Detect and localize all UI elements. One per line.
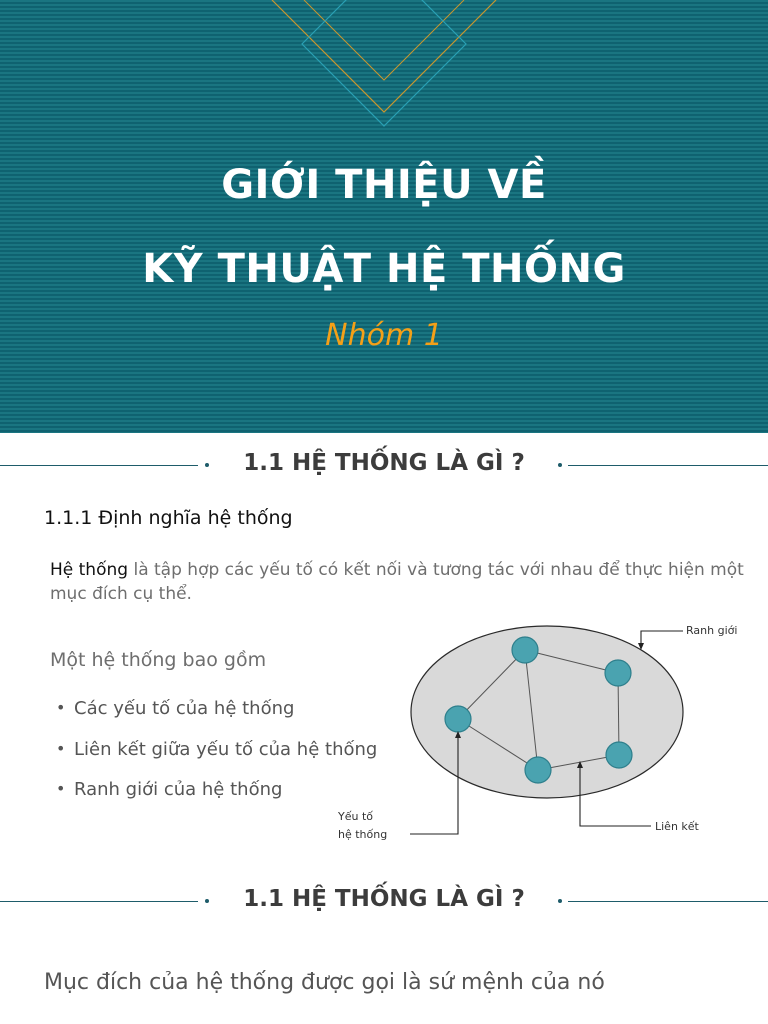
element-node [605, 660, 631, 686]
definition-text: là tập hợp các yếu tố có kết nối và tương tác với nhau để thực hiện một mục đích cụ thể. [50, 560, 744, 604]
gold-chevron-line [272, 0, 496, 112]
section-title: 1.1 HỆ THỐNG LÀ GÌ ? [243, 450, 525, 476]
teal-diamond-outline [302, 0, 466, 126]
list-item-text: Các yếu tố của hệ thống [74, 698, 295, 719]
boundary-callout-line [641, 631, 683, 646]
definition-term: Hệ thống [50, 560, 129, 580]
diamond-decoration [0, 0, 768, 433]
gold-inner-chevron-line [304, 0, 464, 80]
element-label-line2: hệ thống [338, 828, 388, 841]
group-subtitle: Nhóm 1 [325, 318, 443, 353]
bullet-icon: • [56, 779, 66, 798]
link-label: Liên kết [655, 820, 699, 833]
section-header-2 [0, 881, 768, 921]
element-node [512, 637, 538, 663]
list-item-text: Liên kết giữa yếu tố của hệ thống [74, 738, 378, 760]
element-node [606, 742, 632, 768]
section-title: 1.1 HỆ THỐNG LÀ GÌ ? [243, 886, 525, 912]
title-line-1: GIỚI THIỆU VỀ [221, 162, 547, 208]
purpose-text: Mục đích của hệ thống được gọi là sứ mệnh của nó [44, 970, 605, 995]
system-diagram [330, 615, 768, 850]
section-header-1 [0, 445, 768, 485]
list-item-text: Ranh giới của hệ thống [74, 779, 283, 800]
boundary-label: Ranh giới [686, 624, 738, 637]
includes-label: Một hệ thống bao gồm [50, 649, 267, 671]
definition-paragraph [50, 558, 750, 606]
bullet-icon: • [56, 698, 66, 717]
title-slide [0, 0, 768, 433]
element-label-line1: Yếu tố [338, 810, 373, 823]
title-line-2: KỸ THUẬT HỆ THỐNG [142, 246, 626, 292]
sub-heading: 1.1.1 Định nghĩa hệ thống [44, 507, 293, 529]
element-node [525, 757, 551, 783]
element-node [445, 706, 471, 732]
bullet-icon: • [56, 738, 66, 758]
